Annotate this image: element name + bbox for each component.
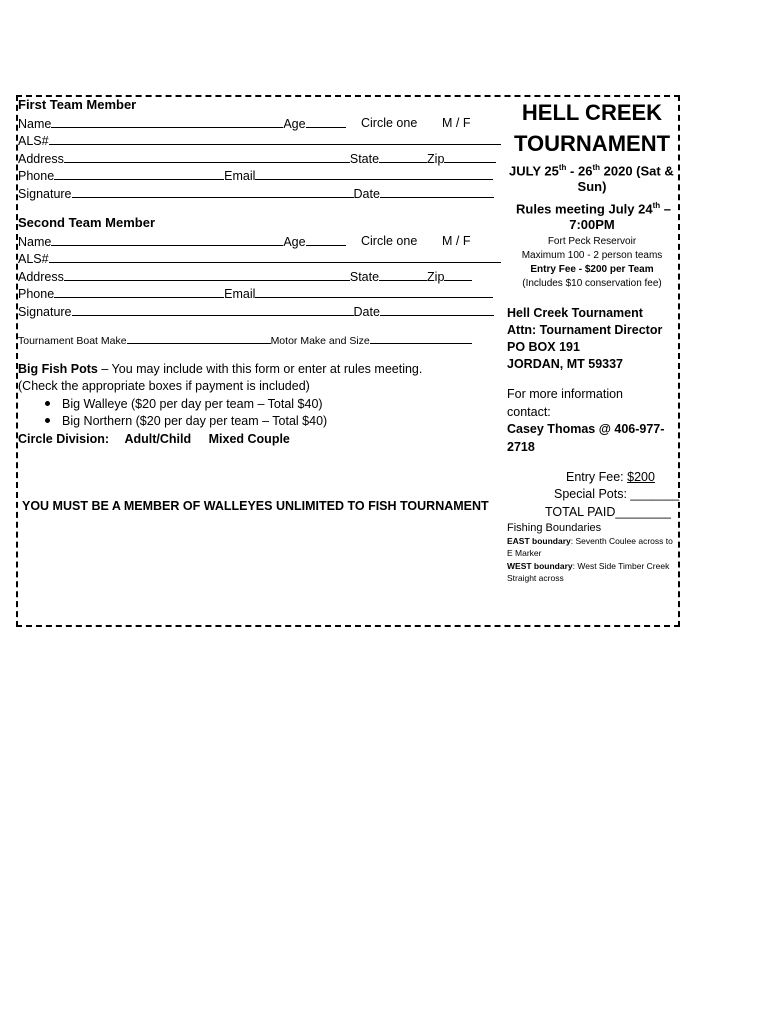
rules-meeting-sup: th bbox=[652, 201, 661, 210]
event-dates-c: 2020 (Sat & bbox=[600, 163, 674, 179]
first-zip-field[interactable] bbox=[444, 150, 496, 163]
second-state-field[interactable] bbox=[379, 268, 427, 281]
west-boundary-text: : West Side Timber Creek bbox=[572, 561, 670, 571]
boundaries-title: Fishing Boundaries bbox=[507, 522, 602, 534]
second-email-field[interactable] bbox=[255, 285, 493, 298]
west-boundary-label: WEST boundary bbox=[507, 561, 573, 571]
event-dates-b: - 26 bbox=[566, 163, 593, 179]
event-title-line2: TOURNAMENT bbox=[513, 131, 671, 156]
age-label: Age bbox=[283, 117, 306, 131]
big-fish-intro bbox=[18, 361, 422, 377]
event-dates-sup2: th bbox=[592, 163, 601, 172]
name-label: Name bbox=[18, 117, 52, 131]
phone-label: Phone bbox=[18, 287, 55, 301]
boat-make-label: Tournament Boat Make bbox=[18, 335, 127, 347]
bullet-icon bbox=[45, 418, 50, 423]
date-label: Date bbox=[353, 187, 380, 201]
east-boundary-label: EAST boundary bbox=[507, 536, 571, 546]
event-dates-line2: Sun) bbox=[577, 179, 607, 194]
rules-meeting-b: – bbox=[660, 201, 671, 217]
second-address-row bbox=[18, 268, 472, 285]
west-boundary bbox=[507, 560, 669, 572]
address-label: Address bbox=[18, 270, 64, 284]
first-age-field[interactable] bbox=[306, 115, 346, 128]
boat-row bbox=[18, 333, 472, 349]
event-max-teams: Maximum 100 - 2 person teams bbox=[521, 250, 663, 261]
big-walleye-option[interactable] bbox=[45, 396, 323, 412]
first-als-field[interactable] bbox=[49, 132, 501, 145]
second-als-row bbox=[18, 250, 501, 267]
address-label: Address bbox=[18, 152, 64, 166]
rules-meeting-a: Rules meeting July 24 bbox=[516, 201, 653, 217]
zip-label: Zip bbox=[427, 270, 445, 284]
motor-make-label: Motor Make and Size bbox=[270, 335, 370, 347]
total-paid-row[interactable]: TOTAL PAID________ bbox=[545, 505, 672, 519]
contact-name-line1: Casey Thomas @ 406-977- bbox=[507, 422, 665, 436]
east-boundary-line2: E Marker bbox=[507, 548, 542, 558]
second-date-field[interactable] bbox=[380, 303, 494, 316]
division-label: Circle Division: bbox=[18, 432, 109, 446]
date-label: Date bbox=[353, 305, 380, 319]
first-email-field[interactable] bbox=[255, 167, 493, 180]
second-phone-row bbox=[18, 285, 493, 302]
first-gender-choice[interactable]: M / F bbox=[442, 116, 471, 130]
mail-to-line3: PO BOX 191 bbox=[507, 340, 580, 354]
second-gender-choice[interactable]: M / F bbox=[442, 234, 471, 248]
big-fish-intro-text: – You may include with this form or enter at rules meeting. bbox=[97, 362, 423, 376]
first-name-row bbox=[18, 115, 346, 132]
email-label: Email bbox=[224, 287, 256, 301]
first-address-field[interactable] bbox=[64, 150, 350, 163]
entry-fee-label: Entry Fee: bbox=[566, 470, 628, 484]
event-dates-a: JULY 25 bbox=[509, 163, 559, 179]
first-phone-row bbox=[18, 167, 493, 184]
second-circle-label: Circle one bbox=[361, 234, 418, 248]
first-date-field[interactable] bbox=[380, 185, 494, 198]
east-boundary bbox=[507, 535, 673, 547]
big-northern-option[interactable] bbox=[45, 413, 327, 429]
mail-to-line2: Attn: Tournament Director bbox=[507, 323, 663, 337]
state-label: State bbox=[349, 152, 380, 166]
mail-to-line1: Hell Creek Tournament bbox=[507, 306, 643, 320]
event-dates-sup1: th bbox=[558, 163, 567, 172]
east-boundary-text: : Seventh Coulee across to bbox=[570, 536, 673, 546]
second-member-heading: Second Team Member bbox=[18, 215, 156, 230]
zip-label: Zip bbox=[427, 152, 445, 166]
name-label: Name bbox=[18, 235, 52, 249]
big-northern-label: Big Northern ($20 per day per team – Total $40) bbox=[62, 414, 328, 428]
event-dates bbox=[509, 160, 674, 179]
event-location: Fort Peck Reservoir bbox=[547, 236, 637, 247]
state-label: State bbox=[349, 270, 380, 284]
signature-label: Signature bbox=[18, 305, 72, 319]
rules-meeting bbox=[516, 198, 671, 217]
first-signature-field[interactable] bbox=[72, 185, 354, 198]
signature-label: Signature bbox=[18, 187, 72, 201]
second-als-field[interactable] bbox=[49, 250, 501, 263]
first-als-row bbox=[18, 132, 501, 149]
mail-to-line4: JORDAN, MT 59337 bbox=[507, 357, 624, 371]
entry-fee-value: $200 bbox=[627, 470, 655, 484]
second-age-field[interactable] bbox=[306, 233, 346, 246]
age-label: Age bbox=[283, 235, 306, 249]
contact-line1: For more information bbox=[507, 387, 624, 401]
contact-name-line2: 2718 bbox=[507, 440, 535, 454]
second-signature-row bbox=[18, 303, 494, 320]
special-pots-row[interactable]: Special Pots: _______ bbox=[554, 487, 680, 501]
big-fish-title: Big Fish Pots bbox=[18, 362, 98, 376]
second-signature-field[interactable] bbox=[72, 303, 354, 316]
division-row bbox=[18, 431, 290, 447]
bullet-icon bbox=[45, 401, 50, 406]
second-address-field[interactable] bbox=[64, 268, 350, 281]
first-state-field[interactable] bbox=[379, 150, 427, 163]
first-address-row bbox=[18, 150, 496, 167]
first-signature-row bbox=[18, 185, 494, 202]
entry-fee-row bbox=[566, 469, 655, 485]
als-label: ALS# bbox=[18, 252, 49, 266]
boat-make-field[interactable] bbox=[127, 333, 271, 344]
phone-label: Phone bbox=[18, 169, 55, 183]
second-name-field[interactable] bbox=[51, 233, 283, 246]
division-adult-child[interactable]: Adult/Child bbox=[124, 432, 192, 446]
big-fish-check-note: (Check the appropriate boxes if payment is included) bbox=[18, 379, 310, 393]
first-name-field[interactable] bbox=[51, 115, 283, 128]
als-label: ALS# bbox=[18, 134, 49, 148]
second-zip-field[interactable] bbox=[444, 268, 472, 281]
email-label: Email bbox=[224, 169, 256, 183]
second-phone-field[interactable] bbox=[54, 285, 224, 298]
contact-line2: contact: bbox=[507, 405, 551, 419]
event-entry-fee: Entry Fee - $200 per Team bbox=[530, 264, 654, 275]
rules-meeting-time: 7:00PM bbox=[569, 217, 615, 232]
first-phone-field[interactable] bbox=[54, 167, 224, 180]
division-mixed-couple[interactable]: Mixed Couple bbox=[208, 432, 290, 446]
event-conservation-fee: (Includes $10 conservation fee) bbox=[522, 278, 662, 289]
first-circle-label: Circle one bbox=[361, 116, 418, 130]
big-walleye-label: Big Walleye ($20 per day per team – Total $40) bbox=[62, 397, 323, 411]
motor-make-field[interactable] bbox=[370, 333, 472, 344]
first-member-heading: First Team Member bbox=[18, 97, 137, 112]
event-title-line1: HELL CREEK bbox=[521, 100, 663, 125]
west-boundary-line2: Straight across bbox=[507, 573, 564, 583]
second-name-row bbox=[18, 233, 346, 250]
membership-notice: YOU MUST BE A MEMBER OF WALLEYES UNLIMITED TO FISH TOURNAMENT bbox=[22, 499, 489, 513]
